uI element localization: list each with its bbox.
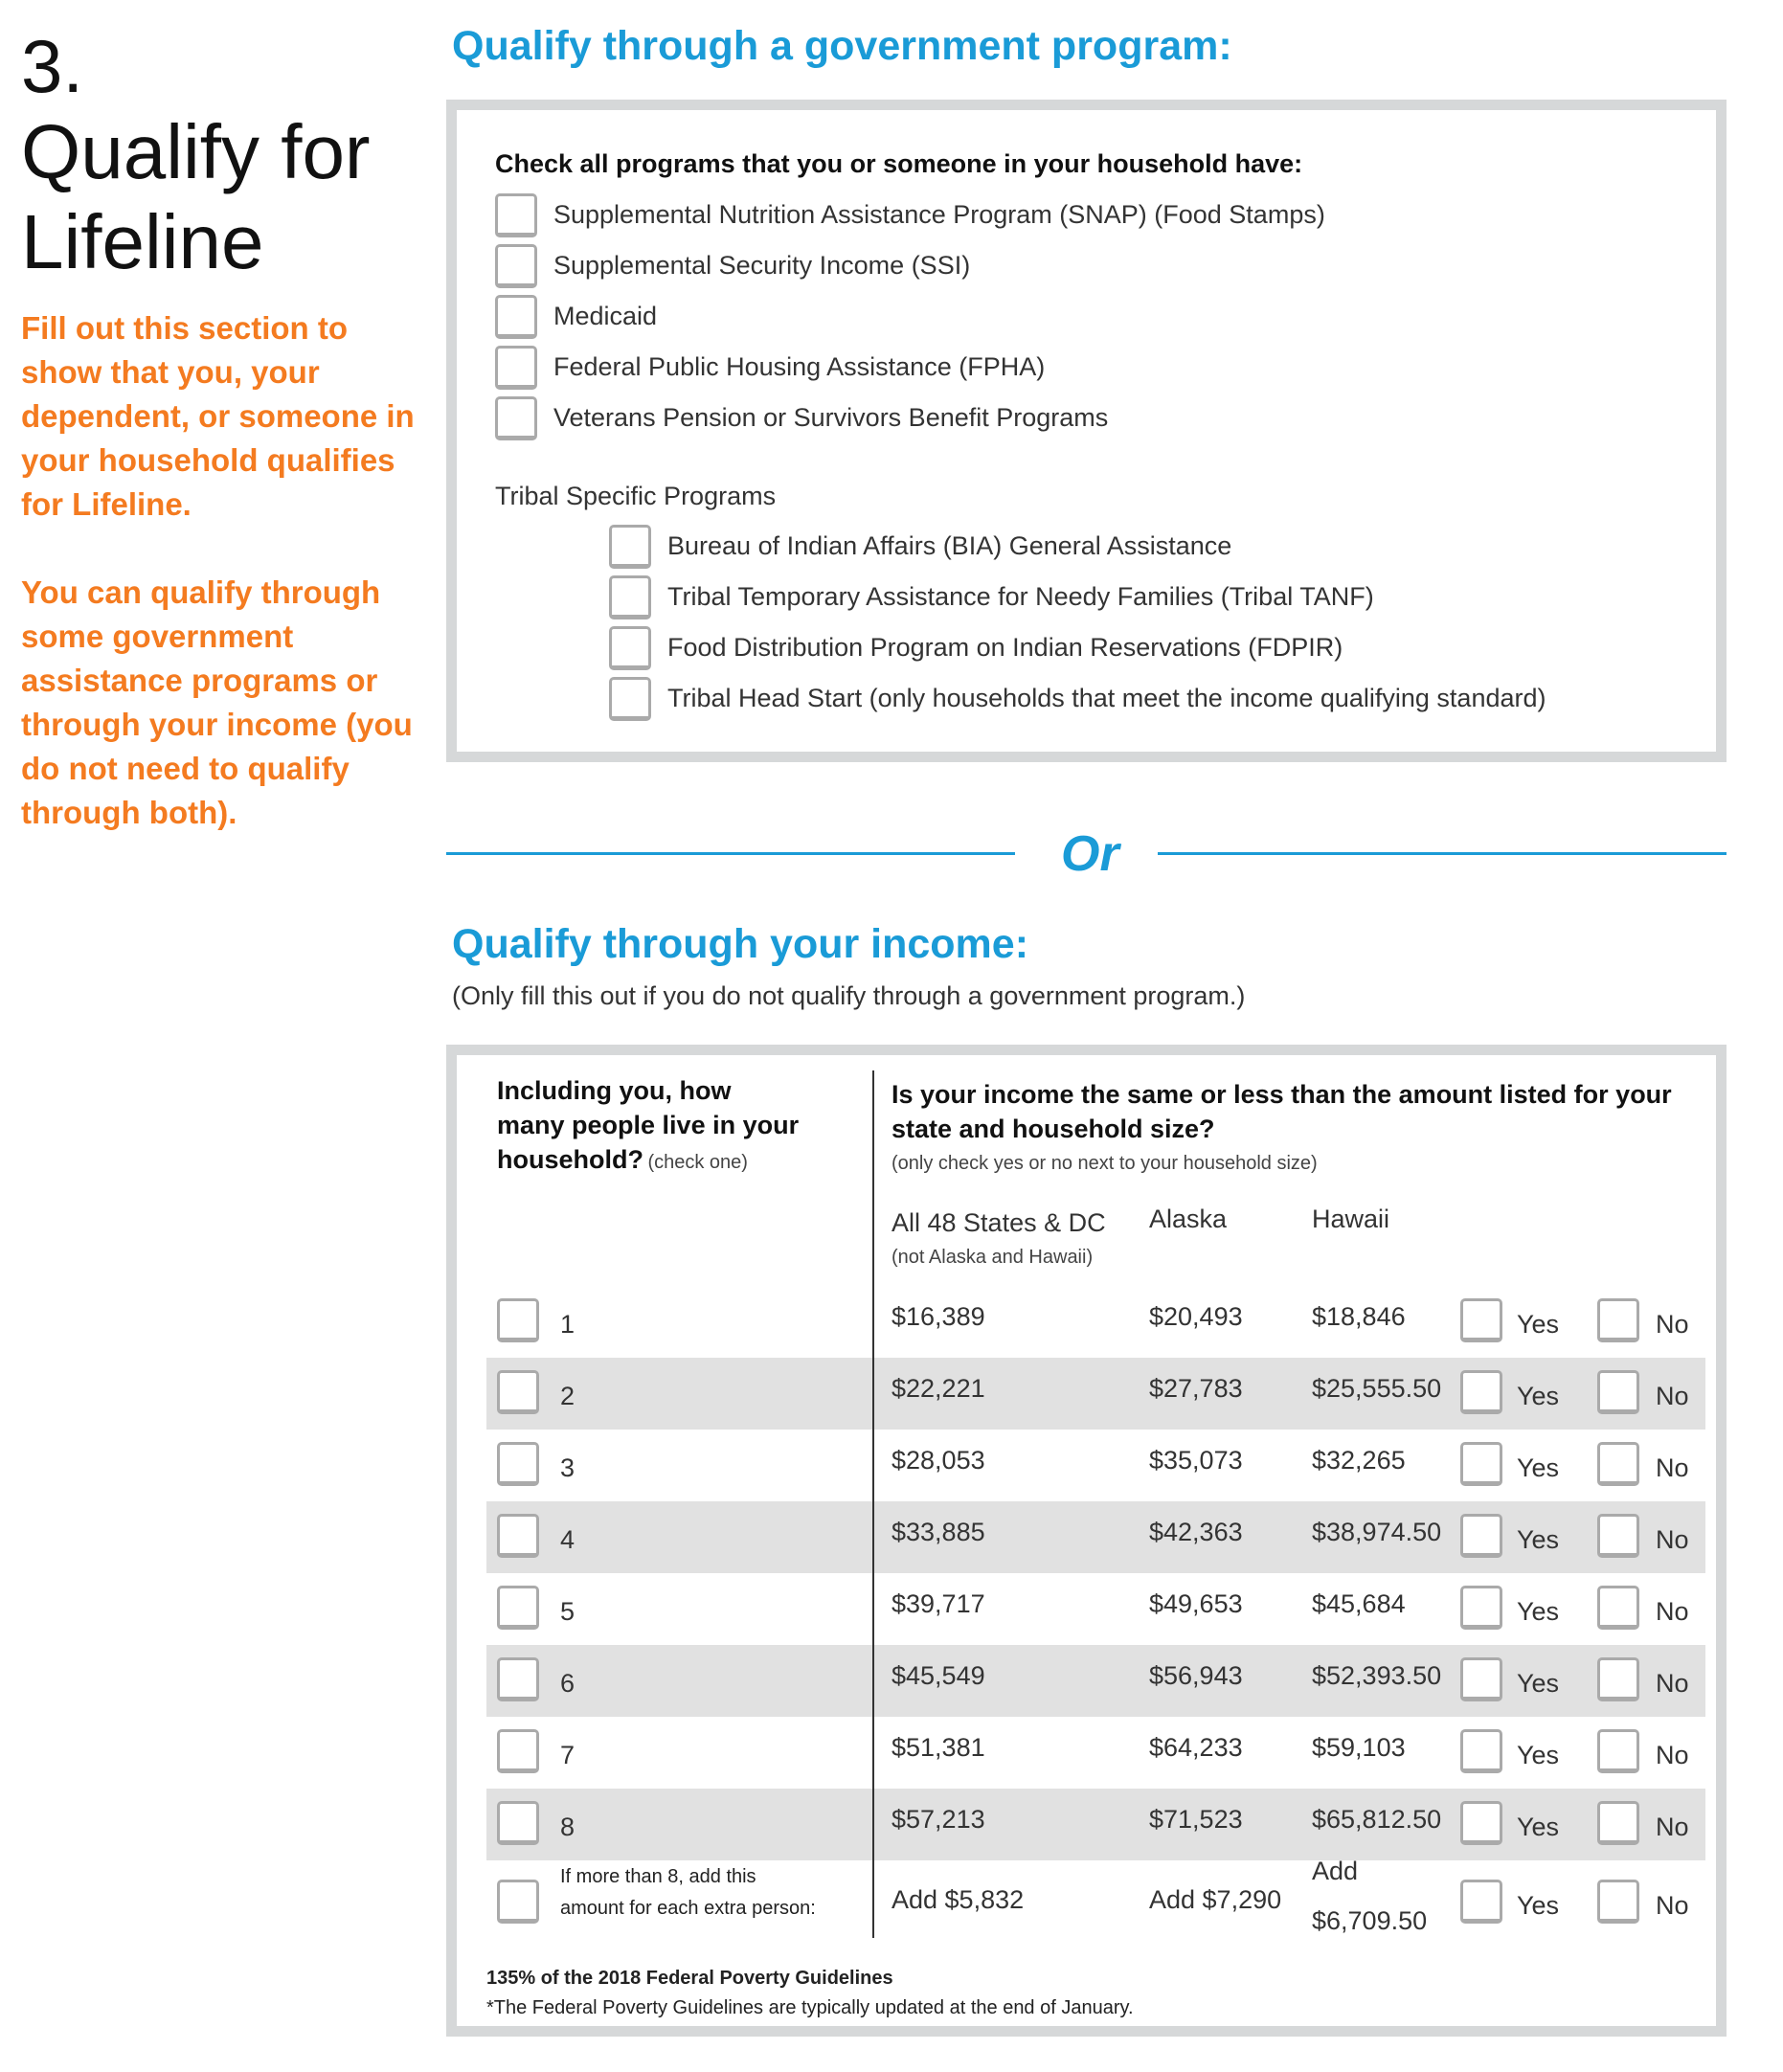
col-header-alaska: Alaska [1149,1205,1228,1233]
limit-alaska: $35,073 [1149,1446,1243,1475]
program-heading: Qualify through a government program: [452,23,1232,69]
limit-alaska: $27,783 [1149,1374,1243,1403]
limit-alaska: $20,493 [1149,1302,1243,1331]
tribal-program-checkbox[interactable] [609,677,651,721]
or-label: Or [1061,826,1119,882]
yes-checkbox[interactable] [1460,1657,1502,1701]
yes-label: Yes [1517,1669,1560,1698]
limit-states: $28,053 [892,1446,985,1475]
income-heading: Qualify through your income: [452,921,1029,967]
household-size: 5 [560,1597,576,1626]
limit-alaska: $71,523 [1149,1805,1243,1834]
limit-alaska: $56,943 [1149,1661,1243,1690]
income-hint: (only check yes or no next to your household size) [892,1153,1318,1174]
limit-states: $33,885 [892,1518,985,1546]
household-size-checkbox[interactable] [497,1442,539,1486]
note-text: You can qualify through some government assistance programs or through your income (you do not need to qualify through both). [21,574,413,830]
yes-checkbox[interactable] [1460,1370,1502,1414]
column-divider [872,1070,874,1938]
limit-states: $16,389 [892,1302,985,1331]
yes-checkbox[interactable] [1460,1442,1502,1486]
tribal-program-checkbox[interactable] [609,626,651,670]
no-label: No [1656,1669,1689,1698]
limit-hawaii: $38,974.50 [1312,1518,1442,1546]
no-label: No [1656,1453,1689,1482]
household-size: 6 [560,1669,576,1698]
yes-label: Yes [1517,1741,1560,1769]
yes-label: Yes [1517,1453,1560,1482]
household-size-checkbox[interactable] [497,1729,539,1773]
extra-hawaii: $6,709.50 [1312,1906,1428,1935]
limit-hawaii: $18,846 [1312,1302,1406,1331]
no-label: No [1656,1597,1689,1626]
limit-alaska: $49,653 [1149,1589,1243,1618]
program-label: Federal Public Housing Assistance (FPHA) [553,352,1046,381]
tribal-program-label: Tribal Temporary Assistance for Needy Families (Tribal TANF) [667,582,1374,611]
yes-checkbox[interactable] [1460,1801,1502,1845]
no-checkbox[interactable] [1597,1657,1639,1701]
household-size: 7 [560,1741,576,1769]
household-question-line1: Including you, how [497,1076,732,1105]
divider-left [446,852,1015,855]
program-instruction: Check all programs that you or someone in your household have: [495,149,1303,178]
program-label: Supplemental Security Income (SSI) [553,251,971,280]
limit-hawaii: $65,812.50 [1312,1805,1442,1834]
limit-hawaii: $32,265 [1312,1446,1406,1475]
col-header-states: All 48 States & DC [892,1208,1106,1237]
tribal-program-label: Food Distribution Program on Indian Reservations (FDPIR) [667,633,1343,662]
income-question-line1: Is your income the same or less than the amount listed for your [892,1080,1672,1109]
household-size-checkbox[interactable] [497,1370,539,1414]
extra-states: Add $5,832 [892,1885,1025,1914]
no-checkbox[interactable] [1597,1729,1639,1773]
no-checkbox[interactable] [1597,1442,1639,1486]
tribal-program-checkbox[interactable] [609,525,651,569]
income-question-line2: state and household size? [892,1115,1215,1143]
household-size: 1 [560,1310,576,1339]
program-checkbox[interactable] [495,295,537,339]
limit-states: $57,213 [892,1805,985,1834]
limit-hawaii: $52,393.50 [1312,1661,1442,1690]
no-checkbox[interactable] [1597,1514,1639,1558]
no-label: No [1656,1741,1689,1769]
col-subheader-states: (not Alaska and Hawaii) [892,1247,1094,1268]
no-checkbox[interactable] [1597,1801,1639,1845]
no-checkbox[interactable] [1597,1586,1639,1630]
household-size-checkbox[interactable] [497,1801,539,1845]
section-number: 3. [21,24,84,108]
household-size-checkbox[interactable] [497,1657,539,1701]
footnote-title: 135% of the 2018 Federal Poverty Guidelines [486,1968,893,1989]
no-checkbox[interactable] [1597,1370,1639,1414]
yes-checkbox[interactable] [1460,1880,1502,1924]
no-checkbox[interactable] [1597,1880,1639,1924]
limit-hawaii: $45,684 [1312,1589,1406,1618]
extra-alaska: Add $7,290 [1149,1885,1282,1914]
no-label: No [1656,1310,1689,1339]
tribal-program-checkbox[interactable] [609,575,651,619]
income-subtitle: (Only fill this out if you do not qualify through a government program.) [452,981,1246,1010]
household-hint: (check one) [647,1152,748,1173]
extra-person-label: If more than 8, add this [560,1866,756,1887]
col-header-hawaii: Hawaii [1312,1205,1390,1233]
extra-hawaii: Add [1312,1857,1359,1885]
household-size: 4 [560,1525,576,1554]
footnote-text: *The Federal Poverty Guidelines are typically updated at the end of January. [486,1997,1134,2018]
household-size: 3 [560,1453,576,1482]
household-question-line3: household? [497,1145,643,1174]
extra-person-label: amount for each extra person: [560,1898,816,1919]
limit-states: $51,381 [892,1733,985,1762]
no-label: No [1656,1891,1689,1920]
program-checkbox[interactable] [495,193,537,237]
limit-hawaii: $25,555.50 [1312,1374,1442,1403]
household-size-checkbox[interactable] [497,1514,539,1558]
no-label: No [1656,1382,1689,1410]
intro-text: Fill out this section to show that you, your dependent, or someone in your household qualifies for Lifeline. [21,310,415,522]
yes-label: Yes [1517,1310,1560,1339]
yes-checkbox[interactable] [1460,1514,1502,1558]
program-checkbox[interactable] [495,396,537,440]
household-size-checkbox[interactable] [497,1298,539,1342]
program-label: Medicaid [553,302,658,330]
household-size-checkbox[interactable] [497,1586,539,1630]
program-checkbox[interactable] [495,244,537,288]
program-label: Supplemental Nutrition Assistance Program (SNAP) (Food Stamps) [553,200,1325,229]
household-question-line2: many people live in your [497,1111,800,1139]
yes-checkbox[interactable] [1460,1298,1502,1342]
no-label: No [1656,1813,1689,1841]
household-size-checkbox[interactable] [497,1880,539,1924]
tribal-program-label: Tribal Head Start (only households that meet the income qualifying standard) [667,684,1546,712]
household-size: 2 [560,1382,576,1410]
program-label: Veterans Pension or Survivors Benefit Programs [553,403,1109,432]
yes-checkbox[interactable] [1460,1586,1502,1630]
no-label: No [1656,1525,1689,1554]
limit-states: $39,717 [892,1589,985,1618]
yes-label: Yes [1517,1382,1560,1410]
yes-label: Yes [1517,1813,1560,1841]
yes-label: Yes [1517,1525,1560,1554]
no-checkbox[interactable] [1597,1298,1639,1342]
divider-right [1158,852,1727,855]
household-size: 8 [560,1813,576,1841]
program-checkbox[interactable] [495,346,537,390]
section-title: Qualify for Lifeline [21,109,371,284]
tribal-label: Tribal Specific Programs [495,482,777,510]
limit-states: $45,549 [892,1661,985,1690]
limit-states: $22,221 [892,1374,985,1403]
yes-label: Yes [1517,1597,1560,1626]
yes-label: Yes [1517,1891,1560,1920]
limit-alaska: $64,233 [1149,1733,1243,1762]
yes-checkbox[interactable] [1460,1729,1502,1773]
limit-alaska: $42,363 [1149,1518,1243,1546]
tribal-program-label: Bureau of Indian Affairs (BIA) General Assistance [667,531,1232,560]
limit-hawaii: $59,103 [1312,1733,1406,1762]
